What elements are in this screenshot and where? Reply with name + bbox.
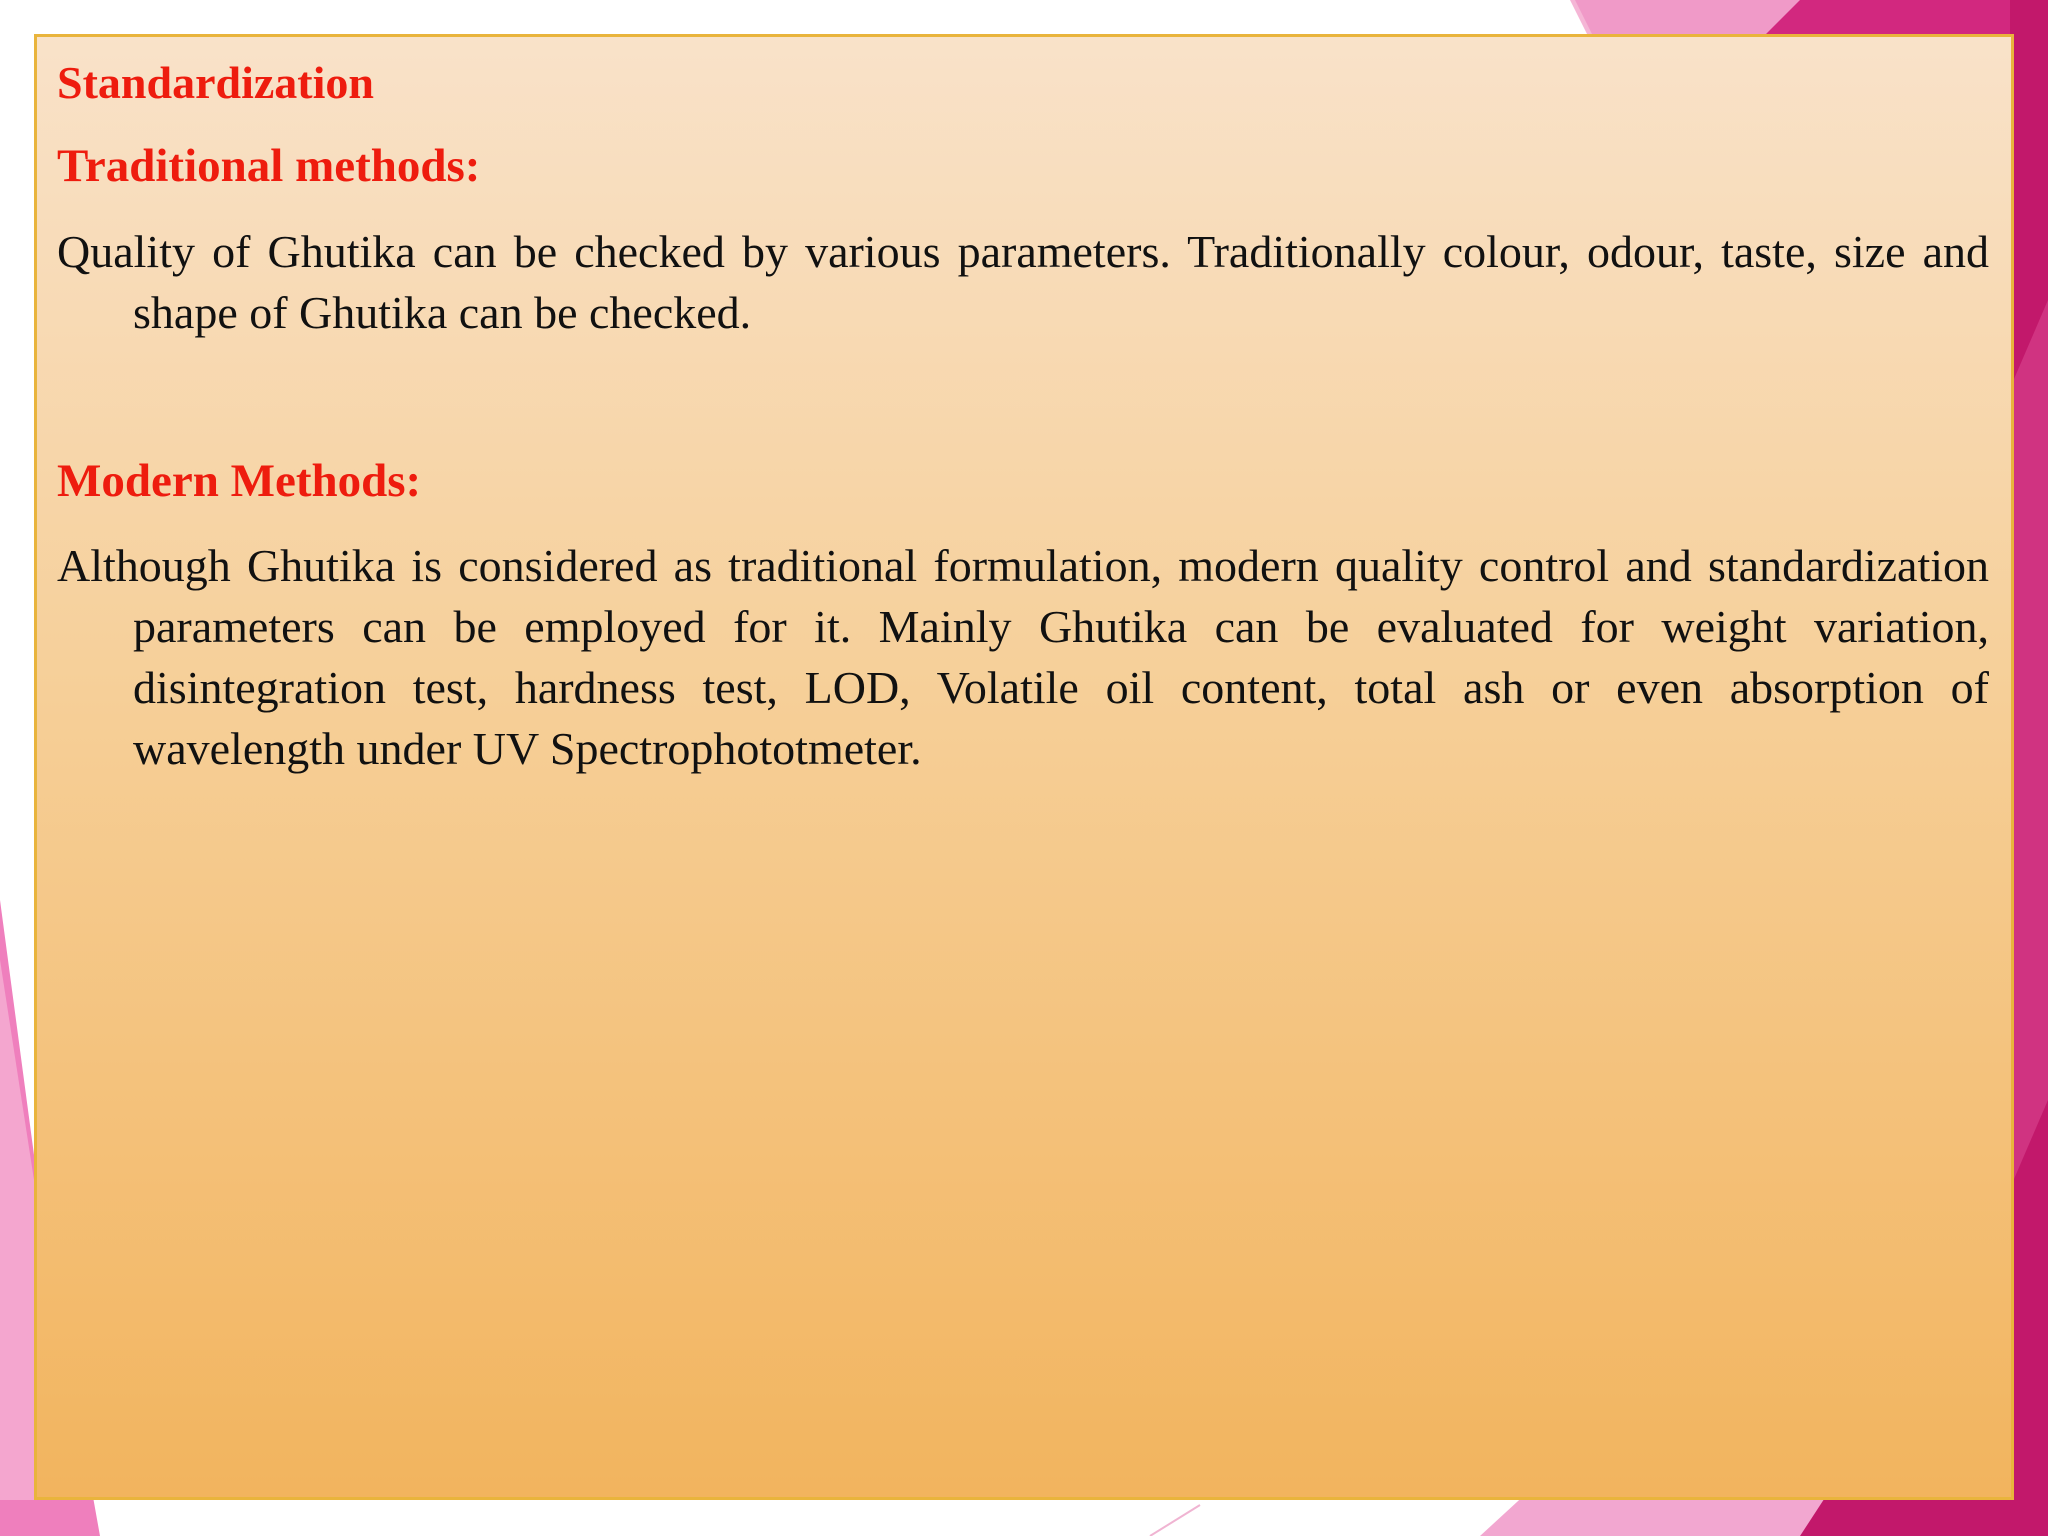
traditional-methods-text: Quality of Ghutika can be checked by various parameters. Traditionally colour, odour, taste, size and shape of Ghutika can be checked. <box>57 225 1989 338</box>
slide-title: Standardization <box>57 57 374 108</box>
bottom-thin-line <box>1150 1505 1200 1536</box>
spacer <box>57 343 1989 453</box>
content-box <box>34 34 2014 1500</box>
modern-methods-heading: Modern Methods: <box>57 454 422 507</box>
modern-methods-text: Although Ghutika is considered as traditional formulation, modern quality control and standardization parameters can be employed for it. Mainly Ghutika can be evaluated for weight variation, disintegration test, hardness test, LOD, Volatile oil content, total ash or even absorption of wavelength under UV Spectrophototmeter. <box>57 539 1989 774</box>
traditional-methods-heading: Traditional methods: <box>57 140 481 193</box>
